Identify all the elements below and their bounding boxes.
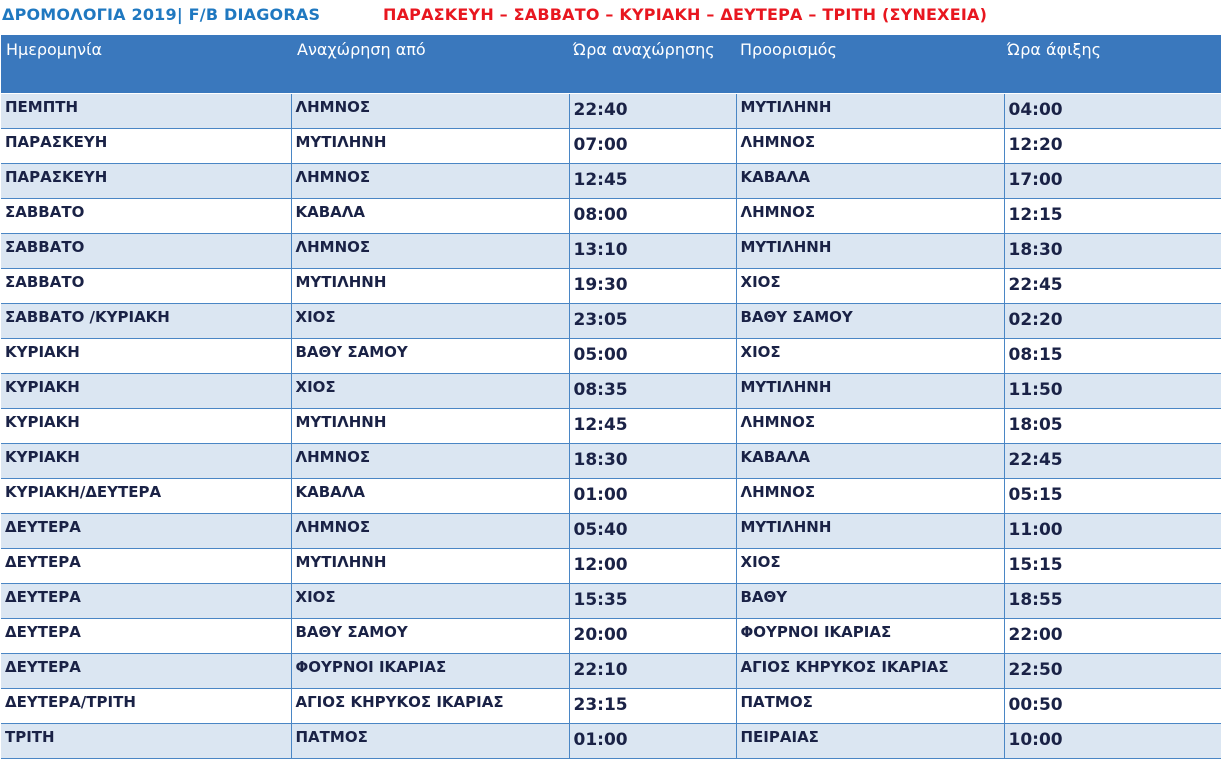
table-row bbox=[1, 548, 1221, 583]
cell-day: ΚΥΡΙΑΚΗ bbox=[1, 373, 291, 408]
cell-day: ΣΑΒΒΑΤΟ /ΚΥΡΙΑΚΗ bbox=[1, 303, 291, 338]
cell-arrival-time: 10:00 bbox=[1004, 723, 1221, 758]
table-row bbox=[1, 513, 1221, 548]
cell-day: ΠΑΡΑΣΚΕΥΗ bbox=[1, 163, 291, 198]
cell-destination: ΜΥΤΙΛΗΝΗ bbox=[736, 513, 1004, 548]
table-row bbox=[1, 268, 1221, 303]
table-row bbox=[1, 478, 1221, 513]
column-header-destination: Προορισμός bbox=[740, 40, 837, 59]
cell-arrival-time: 18:55 bbox=[1004, 583, 1221, 618]
cell-departure-port: ΜΥΤΙΛΗΝΗ bbox=[291, 548, 569, 583]
cell-departure-time: 13:10 bbox=[569, 233, 736, 268]
cell-arrival-time: 08:15 bbox=[1004, 338, 1221, 373]
cell-arrival-time: 17:00 bbox=[1004, 163, 1221, 198]
title-bar bbox=[0, 0, 1222, 34]
cell-arrival-time: 22:00 bbox=[1004, 618, 1221, 653]
cell-day: ΚΥΡΙΑΚΗ bbox=[1, 408, 291, 443]
table-row bbox=[1, 618, 1221, 653]
cell-departure-time: 23:05 bbox=[569, 303, 736, 338]
cell-day: ΔΕΥΤΕΡΑ/ΤΡΙΤΗ bbox=[1, 688, 291, 723]
cell-destination: ΑΓΙΟΣ ΚΗΡΥΚΟΣ ΙΚΑΡΙΑΣ bbox=[736, 653, 1004, 688]
cell-destination: ΧΙΟΣ bbox=[736, 548, 1004, 583]
cell-day: ΚΥΡΙΑΚΗ bbox=[1, 338, 291, 373]
cell-departure-port: ΒΑΘΥ ΣΑΜΟΥ bbox=[291, 338, 569, 373]
column-header-date: Ημερομηνία bbox=[6, 40, 103, 59]
cell-day: ΔΕΥΤΕΡΑ bbox=[1, 513, 291, 548]
cell-departure-port: ΛΗΜΝΟΣ bbox=[291, 443, 569, 478]
table-header bbox=[1, 35, 1221, 93]
cell-day: ΚΥΡΙΑΚΗ bbox=[1, 443, 291, 478]
cell-departure-time: 08:35 bbox=[569, 373, 736, 408]
cell-departure-port: ΜΥΤΙΛΗΝΗ bbox=[291, 268, 569, 303]
cell-arrival-time: 22:45 bbox=[1004, 268, 1221, 303]
cell-day: ΔΕΥΤΕΡΑ bbox=[1, 583, 291, 618]
cell-departure-port: ΠΑΤΜΟΣ bbox=[291, 723, 569, 758]
cell-arrival-time: 12:20 bbox=[1004, 128, 1221, 163]
cell-departure-port: ΚΑΒΑΛΑ bbox=[291, 478, 569, 513]
cell-destination: ΚΑΒΑΛΑ bbox=[736, 443, 1004, 478]
cell-arrival-time: 11:00 bbox=[1004, 513, 1221, 548]
table-row bbox=[1, 408, 1221, 443]
cell-arrival-time: 00:50 bbox=[1004, 688, 1221, 723]
cell-arrival-time: 22:50 bbox=[1004, 653, 1221, 688]
cell-destination: ΠΕΙΡΑΙΑΣ bbox=[736, 723, 1004, 758]
cell-departure-time: 22:40 bbox=[569, 93, 736, 128]
cell-destination: ΛΗΜΝΟΣ bbox=[736, 408, 1004, 443]
cell-departure-port: ΧΙΟΣ bbox=[291, 373, 569, 408]
cell-arrival-time: 12:15 bbox=[1004, 198, 1221, 233]
cell-departure-port: ΛΗΜΝΟΣ bbox=[291, 163, 569, 198]
header-row bbox=[1, 35, 1221, 93]
cell-day: ΔΕΥΤΕΡΑ bbox=[1, 548, 291, 583]
cell-destination: ΠΑΤΜΟΣ bbox=[736, 688, 1004, 723]
cell-destination: ΜΥΤΙΛΗΝΗ bbox=[736, 373, 1004, 408]
column-header-arrival-time: Ώρα άφιξης bbox=[1007, 40, 1101, 59]
cell-destination: ΛΗΜΝΟΣ bbox=[736, 478, 1004, 513]
table-row bbox=[1, 338, 1221, 373]
cell-departure-port: ΜΥΤΙΛΗΝΗ bbox=[291, 408, 569, 443]
cell-departure-time: 22:10 bbox=[569, 653, 736, 688]
cell-departure-port: ΦΟΥΡΝΟΙ ΙΚΑΡΙΑΣ bbox=[291, 653, 569, 688]
column-header-departure-port: Αναχώρηση από bbox=[297, 40, 426, 59]
cell-departure-port: ΚΑΒΑΛΑ bbox=[291, 198, 569, 233]
cell-departure-time: 12:00 bbox=[569, 548, 736, 583]
table-row bbox=[1, 163, 1221, 198]
cell-departure-time: 01:00 bbox=[569, 723, 736, 758]
cell-departure-time: 12:45 bbox=[569, 408, 736, 443]
cell-departure-time: 12:45 bbox=[569, 163, 736, 198]
cell-day: ΚΥΡΙΑΚΗ/ΔΕΥΤΕΡΑ bbox=[1, 478, 291, 513]
cell-destination: ΜΥΤΙΛΗΝΗ bbox=[736, 93, 1004, 128]
cell-departure-port: ΒΑΘΥ ΣΑΜΟΥ bbox=[291, 618, 569, 653]
cell-destination: ΜΥΤΙΛΗΝΗ bbox=[736, 233, 1004, 268]
cell-departure-time: 05:40 bbox=[569, 513, 736, 548]
cell-arrival-time: 05:15 bbox=[1004, 478, 1221, 513]
ferry-schedule-table bbox=[1, 35, 1221, 759]
table-row bbox=[1, 198, 1221, 233]
cell-destination: ΧΙΟΣ bbox=[736, 268, 1004, 303]
cell-departure-port: ΛΗΜΝΟΣ bbox=[291, 93, 569, 128]
cell-departure-time: 05:00 bbox=[569, 338, 736, 373]
table-row bbox=[1, 443, 1221, 478]
table-row bbox=[1, 303, 1221, 338]
cell-arrival-time: 18:05 bbox=[1004, 408, 1221, 443]
table-row bbox=[1, 723, 1221, 758]
cell-departure-port: ΛΗΜΝΟΣ bbox=[291, 233, 569, 268]
table-row bbox=[1, 688, 1221, 723]
cell-departure-time: 19:30 bbox=[569, 268, 736, 303]
cell-arrival-time: 11:50 bbox=[1004, 373, 1221, 408]
schedule-title: ΔΡΟΜΟΛΟΓΙΑ 2019| F/B DIAGORAS bbox=[2, 5, 321, 24]
cell-departure-port: ΜΥΤΙΛΗΝΗ bbox=[291, 128, 569, 163]
cell-destination: ΛΗΜΝΟΣ bbox=[736, 128, 1004, 163]
cell-departure-time: 08:00 bbox=[569, 198, 736, 233]
cell-day: ΔΕΥΤΕΡΑ bbox=[1, 618, 291, 653]
table-row bbox=[1, 653, 1221, 688]
cell-day: ΠΕΜΠΤΗ bbox=[1, 93, 291, 128]
table-row bbox=[1, 93, 1221, 128]
cell-departure-time: 20:00 bbox=[569, 618, 736, 653]
cell-arrival-time: 04:00 bbox=[1004, 93, 1221, 128]
column-header-departure-time: Ώρα αναχώρησης bbox=[573, 40, 715, 59]
cell-departure-port: ΑΓΙΟΣ ΚΗΡΥΚΟΣ ΙΚΑΡΙΑΣ bbox=[291, 688, 569, 723]
cell-day: ΔΕΥΤΕΡΑ bbox=[1, 653, 291, 688]
cell-arrival-time: 02:20 bbox=[1004, 303, 1221, 338]
cell-departure-port: ΧΙΟΣ bbox=[291, 303, 569, 338]
cell-departure-time: 01:00 bbox=[569, 478, 736, 513]
table-row bbox=[1, 128, 1221, 163]
cell-arrival-time: 22:45 bbox=[1004, 443, 1221, 478]
cell-departure-port: ΧΙΟΣ bbox=[291, 583, 569, 618]
table-row bbox=[1, 583, 1221, 618]
cell-destination: ΧΙΟΣ bbox=[736, 338, 1004, 373]
cell-day: ΠΑΡΑΣΚΕΥΗ bbox=[1, 128, 291, 163]
cell-destination: ΛΗΜΝΟΣ bbox=[736, 198, 1004, 233]
cell-arrival-time: 18:30 bbox=[1004, 233, 1221, 268]
table-body bbox=[1, 93, 1221, 758]
cell-departure-time: 18:30 bbox=[569, 443, 736, 478]
cell-departure-time: 15:35 bbox=[569, 583, 736, 618]
cell-day: ΣΑΒΒΑΤΟ bbox=[1, 233, 291, 268]
table-row bbox=[1, 373, 1221, 408]
cell-arrival-time: 15:15 bbox=[1004, 548, 1221, 583]
cell-destination: ΒΑΘΥ ΣΑΜΟΥ bbox=[736, 303, 1004, 338]
cell-day: ΣΑΒΒΑΤΟ bbox=[1, 268, 291, 303]
cell-destination: ΒΑΘΥ bbox=[736, 583, 1004, 618]
cell-day: ΤΡΙΤΗ bbox=[1, 723, 291, 758]
table-row bbox=[1, 233, 1221, 268]
cell-departure-time: 07:00 bbox=[569, 128, 736, 163]
cell-destination: ΦΟΥΡΝΟΙ ΙΚΑΡΙΑΣ bbox=[736, 618, 1004, 653]
cell-departure-time: 23:15 bbox=[569, 688, 736, 723]
cell-destination: ΚΑΒΑΛΑ bbox=[736, 163, 1004, 198]
cell-departure-port: ΛΗΜΝΟΣ bbox=[291, 513, 569, 548]
schedule-days-subtitle: ΠΑΡΑΣΚΕΥΗ – ΣΑΒΒΑΤΟ – ΚΥΡΙΑΚΗ – ΔΕΥΤΕΡΑ – ΤΡΙΤΗ (ΣΥΝΕΧΕΙΑ) bbox=[383, 5, 988, 24]
cell-day: ΣΑΒΒΑΤΟ bbox=[1, 198, 291, 233]
